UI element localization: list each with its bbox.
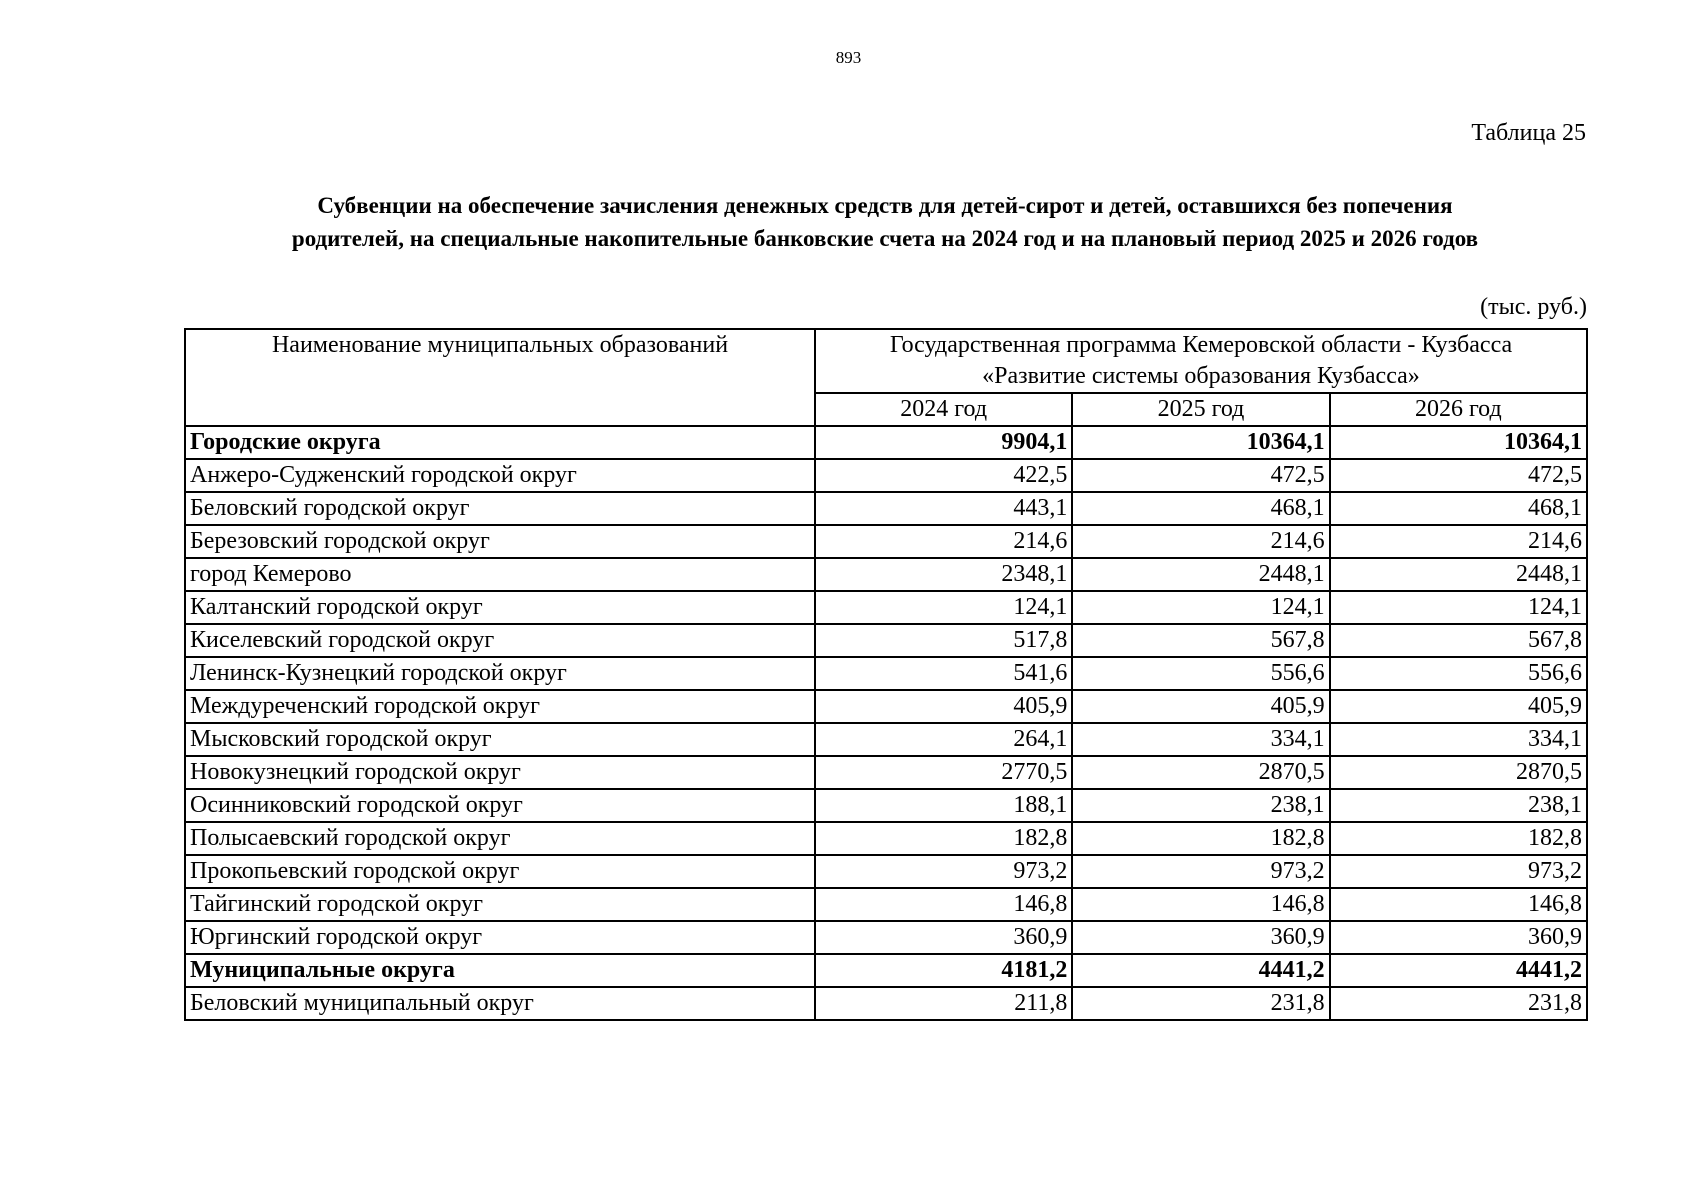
table-row <box>185 987 1587 1020</box>
page-number: 893 <box>835 48 862 67</box>
row-value-2024: 2770,5 <box>815 756 1072 789</box>
row-value-2025: 146,8 <box>1072 888 1329 921</box>
row-value-2026: 468,1 <box>1330 492 1587 525</box>
header-municipality-name: Наименование муниципальных образований <box>185 329 815 426</box>
row-value-2024: 422,5 <box>815 459 1072 492</box>
row-value-2024: 182,8 <box>815 822 1072 855</box>
row-value-2026: 360,9 <box>1330 921 1587 954</box>
table-row <box>185 723 1587 756</box>
table-row <box>185 492 1587 525</box>
row-value-2024: 360,9 <box>815 921 1072 954</box>
row-value-2025: 2870,5 <box>1072 756 1329 789</box>
row-value-2026: 334,1 <box>1330 723 1587 756</box>
row-name: Беловский городской округ <box>185 492 815 525</box>
header-year-2025: 2025 год <box>1072 393 1329 426</box>
row-value-2025: 334,1 <box>1072 723 1329 756</box>
row-value-2024: 443,1 <box>815 492 1072 525</box>
row-value-2025: 2448,1 <box>1072 558 1329 591</box>
row-value-2025: 556,6 <box>1072 657 1329 690</box>
row-value-2024: 973,2 <box>815 855 1072 888</box>
table-row <box>185 756 1587 789</box>
row-value-2026: 238,1 <box>1330 789 1587 822</box>
table-row <box>185 525 1587 558</box>
row-name: Муниципальные округа <box>185 954 815 987</box>
table-row <box>185 459 1587 492</box>
row-value-2024: 9904,1 <box>815 426 1072 459</box>
row-value-2026: 10364,1 <box>1330 426 1587 459</box>
row-value-2025: 238,1 <box>1072 789 1329 822</box>
table-label: Таблица 25 <box>1471 120 1586 146</box>
table-row <box>185 789 1587 822</box>
table-row <box>185 855 1587 888</box>
row-value-2025: 231,8 <box>1072 987 1329 1020</box>
row-name: Осинниковский городской округ <box>185 789 815 822</box>
row-value-2026: 214,6 <box>1330 525 1587 558</box>
row-name: Ленинск-Кузнецкий городской округ <box>185 657 815 690</box>
subventions-table <box>184 328 1588 1021</box>
row-value-2025: 405,9 <box>1072 690 1329 723</box>
row-value-2026: 405,9 <box>1330 690 1587 723</box>
row-value-2024: 541,6 <box>815 657 1072 690</box>
row-name: Березовский городской округ <box>185 525 815 558</box>
row-name: Калтанский городской округ <box>185 591 815 624</box>
table-body <box>185 426 1587 1020</box>
table-row <box>185 921 1587 954</box>
table-row <box>185 624 1587 657</box>
row-value-2025: 973,2 <box>1072 855 1329 888</box>
row-value-2026: 2870,5 <box>1330 756 1587 789</box>
row-value-2024: 214,6 <box>815 525 1072 558</box>
row-value-2025: 468,1 <box>1072 492 1329 525</box>
row-value-2025: 10364,1 <box>1072 426 1329 459</box>
row-value-2026: 472,5 <box>1330 459 1587 492</box>
row-name: Прокопьевский городской округ <box>185 855 815 888</box>
row-value-2025: 124,1 <box>1072 591 1329 624</box>
row-value-2024: 211,8 <box>815 987 1072 1020</box>
table-row <box>185 591 1587 624</box>
row-name: Полысаевский городской округ <box>185 822 815 855</box>
row-value-2025: 567,8 <box>1072 624 1329 657</box>
document-title <box>190 189 1580 255</box>
header-program-line-1: Государственная программа Кемеровской области - Кузбасса <box>889 332 1513 358</box>
row-value-2024: 2348,1 <box>815 558 1072 591</box>
row-value-2026: 973,2 <box>1330 855 1587 888</box>
row-value-2026: 556,6 <box>1330 657 1587 690</box>
row-value-2025: 182,8 <box>1072 822 1329 855</box>
row-value-2026: 567,8 <box>1330 624 1587 657</box>
table-group-row <box>185 426 1587 459</box>
table-group-row <box>185 954 1587 987</box>
header-year-2024: 2024 год <box>815 393 1072 426</box>
table-header <box>185 329 1587 426</box>
row-value-2026: 4441,2 <box>1330 954 1587 987</box>
header-year-2026: 2026 год <box>1330 393 1587 426</box>
row-value-2025: 214,6 <box>1072 525 1329 558</box>
row-value-2024: 188,1 <box>815 789 1072 822</box>
row-value-2024: 405,9 <box>815 690 1072 723</box>
units-label: (тыс. руб.) <box>1480 294 1587 320</box>
row-value-2025: 472,5 <box>1072 459 1329 492</box>
document-title-line-2: родителей, на специальные накопительные банковские счета на 2024 год и на плановый период 2025 и 2026 годов <box>291 226 1479 251</box>
row-value-2024: 517,8 <box>815 624 1072 657</box>
row-name: Анжеро-Судженский городской округ <box>185 459 815 492</box>
row-value-2024: 4181,2 <box>815 954 1072 987</box>
row-name: Тайгинский городской округ <box>185 888 815 921</box>
row-value-2025: 4441,2 <box>1072 954 1329 987</box>
row-value-2024: 264,1 <box>815 723 1072 756</box>
row-value-2026: 231,8 <box>1330 987 1587 1020</box>
header-program <box>815 329 1587 393</box>
row-value-2024: 124,1 <box>815 591 1072 624</box>
header-program-line-2: «Развитие системы образования Кузбасса» <box>982 363 1420 389</box>
row-name: Междуреченский городской округ <box>185 690 815 723</box>
row-value-2026: 2448,1 <box>1330 558 1587 591</box>
row-value-2025: 360,9 <box>1072 921 1329 954</box>
row-name: Новокузнецкий городской округ <box>185 756 815 789</box>
row-value-2026: 182,8 <box>1330 822 1587 855</box>
table-row <box>185 558 1587 591</box>
row-name: Беловский муниципальный округ <box>185 987 815 1020</box>
table-row <box>185 822 1587 855</box>
row-name: Киселевский городской округ <box>185 624 815 657</box>
row-value-2026: 146,8 <box>1330 888 1587 921</box>
row-value-2024: 146,8 <box>815 888 1072 921</box>
table-row <box>185 888 1587 921</box>
row-name: город Кемерово <box>185 558 815 591</box>
row-name: Юргинский городской округ <box>185 921 815 954</box>
document-title-line-1: Субвенции на обеспечение зачисления денежных средств для детей-сирот и детей, оставшихся без попечения <box>317 193 1453 218</box>
table-row <box>185 690 1587 723</box>
table-row <box>185 657 1587 690</box>
row-value-2026: 124,1 <box>1330 591 1587 624</box>
row-name: Мысковский городской округ <box>185 723 815 756</box>
row-name: Городские округа <box>185 426 815 459</box>
